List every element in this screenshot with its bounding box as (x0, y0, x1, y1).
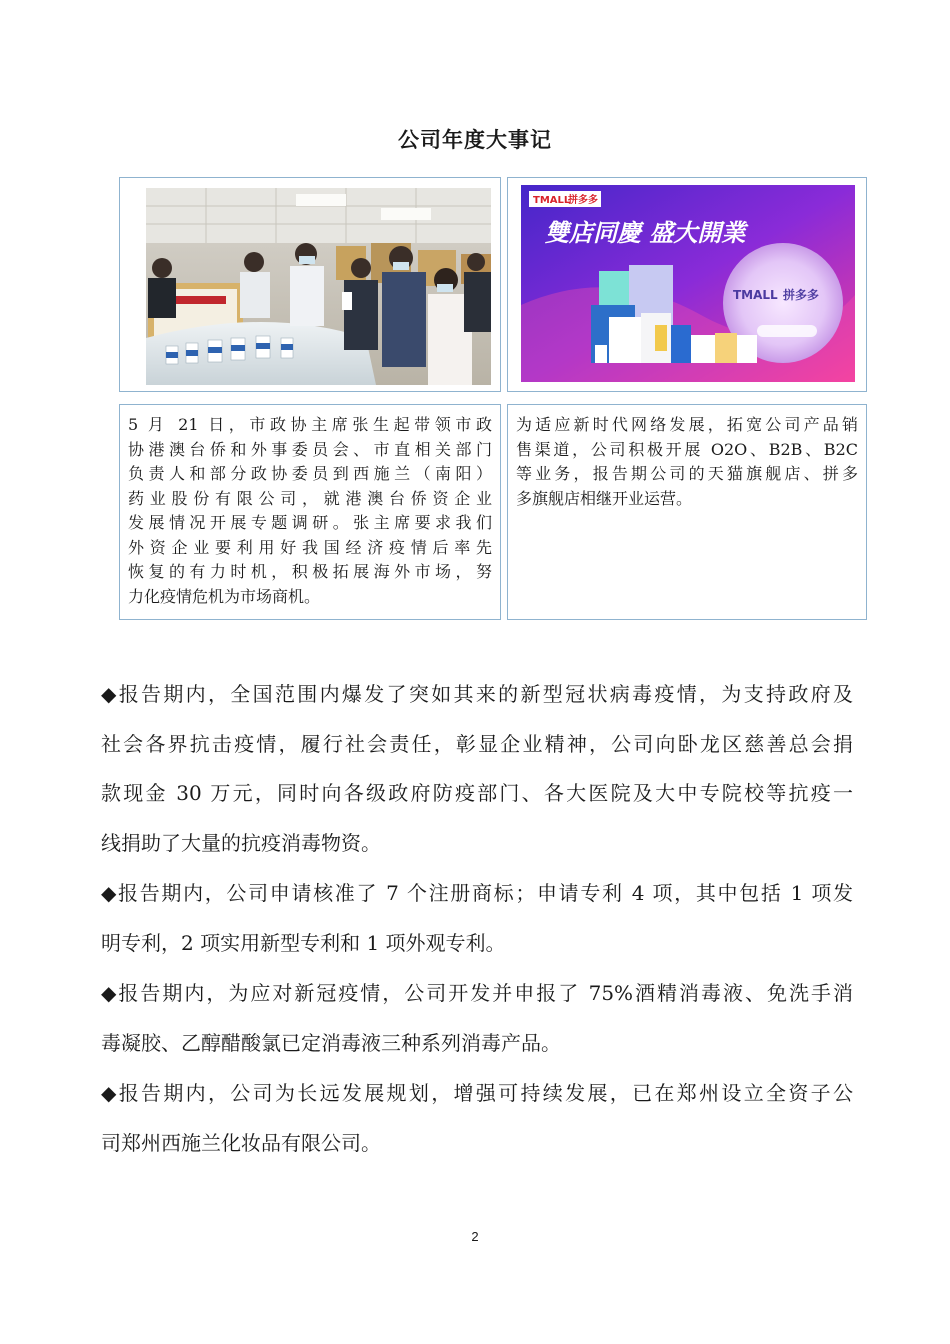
highlight-line: 社会各界抗击疫情，履行社会责任，彰显企业精神，公司向卧龙区慈善总会捐 (101, 731, 853, 756)
event-photo-cell (119, 177, 501, 392)
event-left-line: 外资企业要利用好我国经济疫情后率先 (128, 537, 492, 557)
highlight-paragraph (101, 869, 853, 968)
event-left-line: 药业股份有限公司，就港澳台侨资企业 (128, 488, 492, 508)
highlight-line: 司郑州西施兰化妆品有限公司。 (101, 1130, 381, 1155)
store-banner-image (521, 185, 855, 382)
tmall-orb-logo: TMALL (733, 288, 778, 302)
event-right-line: 售渠道，公司积极开展 O2O、B2B、B2C (516, 439, 858, 459)
event-left-line: 协港澳台侨和外事委员会、市直相关部门 (128, 439, 492, 459)
highlight-paragraph (101, 670, 853, 868)
event-right-line: 为适应新时代网络发展，拓宽公司产品销 (516, 415, 858, 434)
highlight-line: ◆报告期内，为应对新冠疫情，公司开发并申报了 75%酒精消毒液、免洗手消 (101, 981, 853, 1005)
event-description-right (507, 404, 867, 620)
event-right-line: 等业务，报告期公司的天猫旗舰店、拼多 (516, 464, 858, 483)
event-photo (146, 188, 491, 385)
highlight-line: 线捐助了大量的抗疫消毒物资。 (101, 830, 381, 855)
highlight-line: ◆报告期内，公司为长远发展规划，增强可持续发展，已在郑州设立全资子公 (101, 1081, 853, 1105)
highlight-line: 明专利，2 项实用新型专利和 1 项外观专利。 (101, 930, 506, 955)
tmall-small-logo: TMALL (533, 195, 571, 206)
event-banner-cell (507, 177, 867, 392)
page-title: 公司年度大事记 (398, 128, 552, 152)
highlight-line: ◆报告期内，公司申请核准了 7 个注册商标；申请专利 4 项，其中包括 1 项发 (101, 881, 853, 905)
pdd-orb-logo: 拼多多 (783, 288, 820, 302)
event-right-line: 多旗舰店相继开业运营。 (516, 488, 693, 508)
highlight-line: 毒凝胶、乙醇醋酸氯已定消毒液三种系列消毒产品。 (101, 1030, 561, 1055)
pdd-small-logo: 拼多多 (568, 195, 598, 206)
highlight-line: ◆报告期内，全国范围内爆发了突如其来的新型冠状病毒疫情，为支持政府及 (101, 682, 853, 706)
highlights-list (101, 670, 853, 1169)
meeting-photo-image (146, 188, 491, 385)
event-text-right (516, 413, 858, 511)
page-number: 2 (471, 1229, 479, 1244)
banner-headline: 雙店同慶 盛大開業 (545, 218, 746, 247)
event-left-line: 5 月 21 日，市政协主席张生起带领市政 (128, 415, 492, 434)
event-text-left (128, 413, 492, 609)
highlight-paragraph (101, 1069, 853, 1168)
store-opening-banner (521, 185, 855, 382)
highlight-paragraph (101, 969, 853, 1068)
event-left-line: 负责人和部分政协委员到西施兰（南阳） (128, 464, 492, 483)
highlight-line: 款现金 30 万元，同时向各级政府防疫部门、各大医院及大中专院校等抗疫一 (101, 781, 853, 805)
event-left-line: 恢复的有力时机，积极拓展海外市场，努 (128, 562, 492, 581)
event-left-line: 发展情况开展专题调研。张主席要求我们 (128, 513, 492, 532)
event-left-line: 力化疫情危机为市场商机。 (128, 586, 321, 606)
event-description-left (119, 404, 501, 620)
